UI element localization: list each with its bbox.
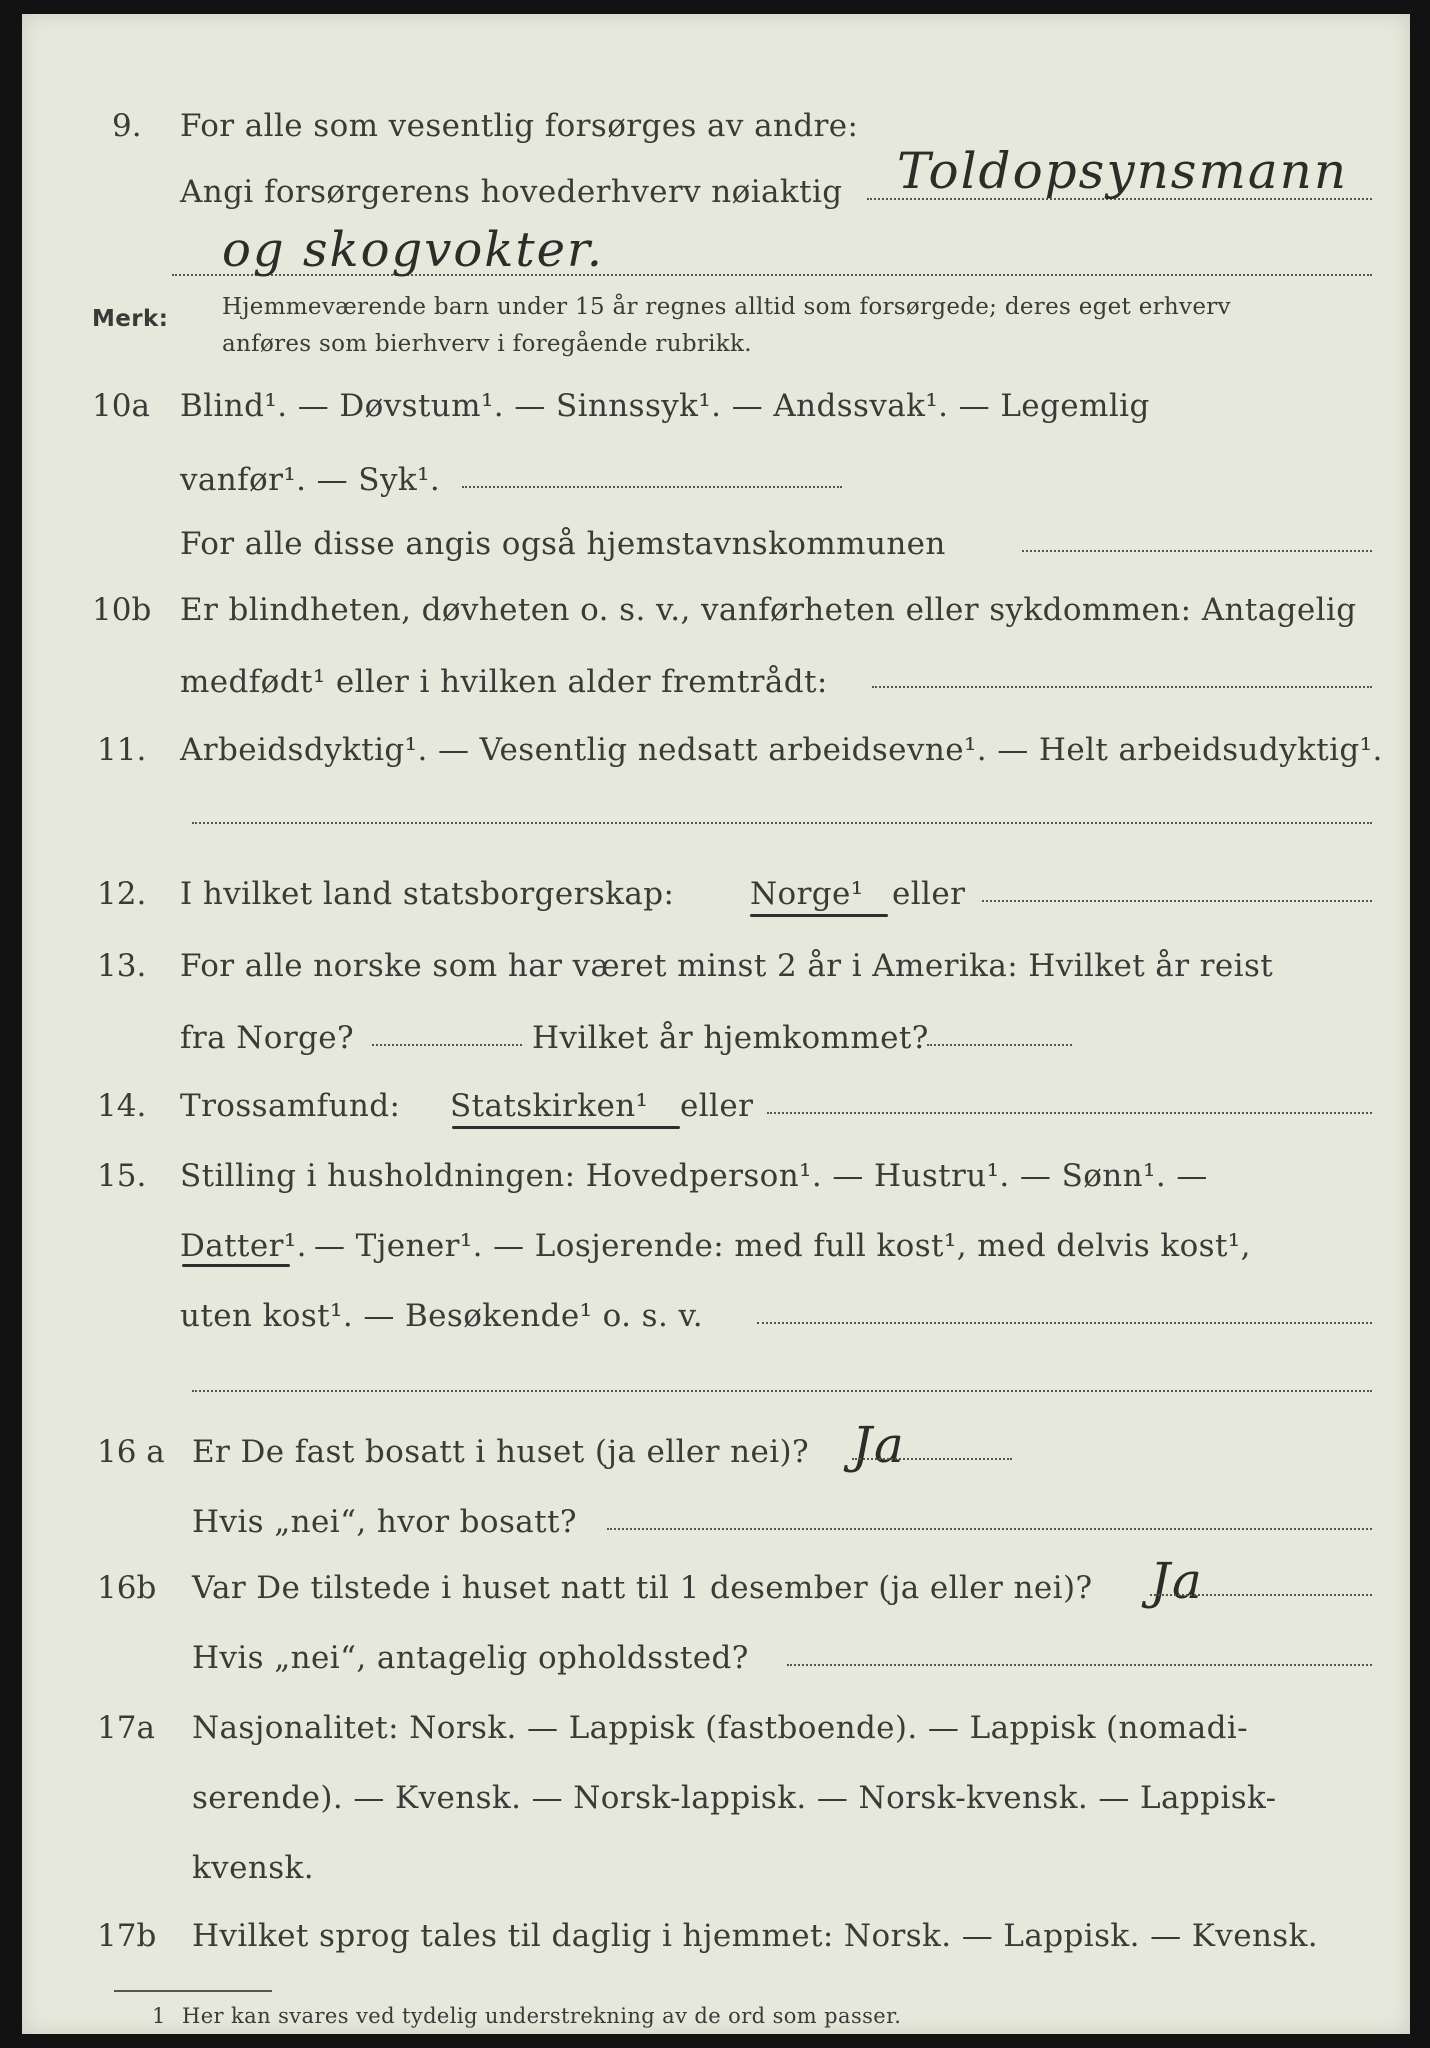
option-selected: Statskirken¹: [450, 1088, 649, 1124]
question-text: Er blindheten, døvheten o. s. v., vanførheten eller sykdommen: Antagelig: [180, 592, 1357, 628]
answer-line: [1150, 1594, 1372, 1596]
selection-underline: [182, 1264, 290, 1267]
question-text: For alle som vesentlig forsørges av andre:: [180, 108, 859, 144]
question-text: fra Norge?: [180, 1020, 355, 1056]
question-number: 13.: [97, 948, 147, 984]
question-text: Arbeidsdyktig¹. — Vesentlig nedsatt arbeidsevne¹. — Helt arbeidsudyktig¹.: [180, 732, 1383, 768]
footnote-text: Her kan svares ved tydelig understrekning av de ord som passer.: [182, 2004, 902, 2028]
footnote-marker: 1: [152, 2004, 166, 2028]
question-number: 9.: [112, 108, 142, 144]
selection-underline: [750, 914, 888, 917]
answer-line: [607, 1528, 1372, 1530]
question-text: Angi forsørgerens hovederhverv nøiaktig: [180, 174, 843, 210]
question-text: kvensk.: [192, 1850, 314, 1886]
census-form-page: [22, 14, 1410, 2034]
question-text: For alle norske som har været minst 2 år i Amerika: Hvilket år reist: [180, 948, 1274, 984]
answer-line: [787, 1664, 1372, 1666]
question-number: 12.: [97, 876, 147, 912]
selection-underline: [452, 1126, 680, 1129]
answer-line: [852, 1458, 1012, 1460]
question-number: 15.: [97, 1158, 147, 1194]
question-text: Nasjonalitet: Norsk. — Lappisk (fastboende). — Lappisk (nomadi-: [192, 1710, 1249, 1746]
footnote-rule: [114, 1990, 272, 1992]
question-text: Hvilket år hjemkommet?: [532, 1020, 929, 1056]
handwritten-answer: og skogvokter.: [222, 222, 604, 278]
question-number: 11.: [97, 732, 147, 768]
answer-line: [872, 686, 1372, 688]
question-text: Er De fast bosatt i huset (ja eller nei)?: [192, 1434, 810, 1470]
handwritten-answer: Ja: [852, 1416, 906, 1474]
question-text: eller: [680, 1088, 754, 1124]
note-text: Hjemmeværende barn under 15 år regnes alltid som forsørgede; deres eget erhverv: [222, 294, 1231, 320]
answer-line: [767, 1112, 1372, 1114]
question-number: 10a: [92, 388, 150, 424]
question-text: medfødt¹ eller i hvilken alder fremtrådt:: [180, 664, 828, 700]
question-text: Blind¹. — Døvstum¹. — Sinnssyk¹. — Andssvak¹. — Legemlig: [180, 388, 1150, 424]
answer-line: [1022, 550, 1372, 552]
option-selected: Datter¹.: [180, 1228, 307, 1264]
answer-line: [372, 1044, 522, 1046]
question-text: serende). — Kvensk. — Norsk-lappisk. — Norsk-kvensk. — Lappisk-: [192, 1780, 1277, 1816]
answer-line: [462, 486, 842, 488]
answer-line: [927, 1044, 1072, 1046]
question-text: Hvis „nei“, hvor bosatt?: [192, 1504, 577, 1540]
question-text: Var De tilstede i huset natt til 1 desember (ja eller nei)?: [192, 1570, 1093, 1606]
question-number: 17a: [97, 1710, 155, 1746]
question-number: 14.: [97, 1088, 147, 1124]
question-text: — Tjener¹. — Losjerende: med full kost¹, med delvis kost¹,: [314, 1228, 1251, 1264]
question-text: Hvilket sprog tales til daglig i hjemmet: Norsk. — Lappisk. — Kvensk.: [192, 1918, 1319, 1954]
handwritten-answer: Ja: [1150, 1552, 1204, 1610]
answer-line: [982, 900, 1372, 902]
question-text: For alle disse angis også hjemstavnskommunen: [180, 526, 946, 562]
question-number: 16 a: [97, 1434, 165, 1470]
question-text: eller: [892, 876, 966, 912]
answer-line: [192, 1390, 1372, 1392]
question-number: 16b: [97, 1570, 157, 1606]
answer-line: [192, 822, 1372, 824]
option-selected: Norge¹: [750, 876, 864, 912]
note-text: anføres som bierhverv i foregående rubrikk.: [222, 331, 752, 357]
question-number: 10b: [92, 592, 152, 628]
question-text: Stilling i husholdningen: Hovedperson¹. — Hustru¹. — Sønn¹. —: [180, 1158, 1208, 1194]
answer-line: [757, 1322, 1372, 1324]
handwritten-answer: Toldopsynsmann: [897, 142, 1349, 200]
question-text: I hvilket land statsborgerskap:: [180, 876, 675, 912]
question-text: uten kost¹. — Besøkende¹ o. s. v.: [180, 1298, 703, 1334]
question-text: Trossamfund:: [180, 1088, 401, 1124]
question-text: Hvis „nei“, antagelig opholdssted?: [192, 1640, 749, 1676]
question-number: 17b: [97, 1918, 157, 1954]
note-label: Merk:: [92, 306, 169, 332]
question-text: vanfør¹. — Syk¹.: [180, 462, 441, 498]
